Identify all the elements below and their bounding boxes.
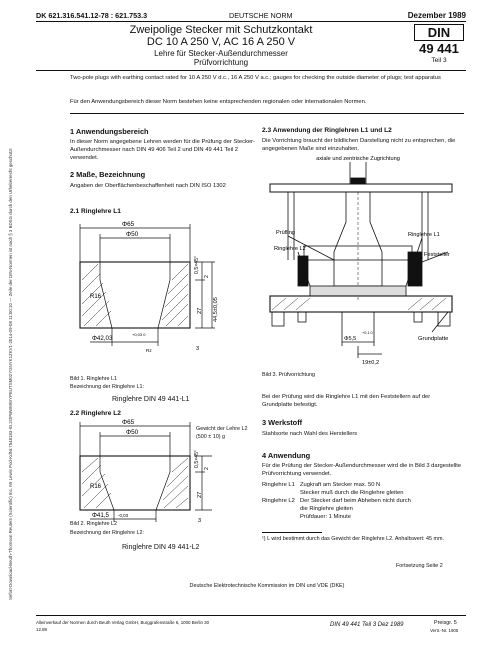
table-row xyxy=(262,497,462,505)
row-value-2: Stecker muß durch die Ringlehre gleiten xyxy=(300,490,404,496)
dim-d41-tol: -0,03 xyxy=(118,513,129,518)
figure-pruefvorrichtung xyxy=(258,156,464,370)
dim-d55: Φ5,5 xyxy=(344,336,357,342)
english-title: Two-pole plugs with earthing contact rated for 10 A 250 V d.c., 16 A 250 V a.c.; gauges for checking the outside diameter of plugs; test apparatus xyxy=(70,75,441,81)
sec4-heading: 4 Anwendung xyxy=(262,451,311,460)
sec2-text: Angaben der Oberflächenbeschaffenheit nach DIN ISO 1302 xyxy=(70,183,226,189)
table-row xyxy=(262,481,462,489)
din-part: Teil 3 xyxy=(431,57,447,64)
continued: Fortsetzung Seite 2 xyxy=(396,563,443,569)
din-logo: DIN xyxy=(414,24,464,41)
dim-d42-tol: +0,03 0 xyxy=(132,332,146,337)
figure-ringlehre-l1 xyxy=(70,218,260,358)
label-axial: axiale und zentrische Zugrichtung xyxy=(316,156,400,162)
footnote: ¹) L wird bestimmt durch das Gewicht der Ringlehre L2. Anhaltswert: 45 mm. xyxy=(262,536,444,542)
dim-a2: 2 xyxy=(204,275,210,278)
title-line-1: Zweipolige Stecker mit Schutzkontakt xyxy=(129,24,313,36)
dim-d65: Φ65 xyxy=(122,221,135,228)
sec21-heading: 2.1 Ringlehre L1 xyxy=(70,208,121,215)
footer-left-1: Alleinverkauf der Normen durch Beuth Verlag GmbH, Burggrafenstraße 6, 1000 Berlin 30 xyxy=(36,620,210,625)
dim-a27: 27 xyxy=(197,307,203,314)
label-grundplatte: Grundplatte xyxy=(418,336,449,342)
row-value: Der Stecker darf beim Abheben nicht durch xyxy=(300,498,411,504)
din-number: 49 441 xyxy=(419,41,459,56)
label-l2: Ringlehre L2 xyxy=(274,246,306,252)
sec23-text2: Bei der Prüfung wird die Ringlehre L1 mit den Feststellern auf der Grundplatte befestigt. xyxy=(262,394,431,408)
weight-label: Gewicht der Lehre L2 xyxy=(196,426,248,432)
dk-number: DK 621.316.541.12-78 : 621.753.3 xyxy=(36,11,148,20)
divider xyxy=(70,113,464,114)
din-block xyxy=(412,24,466,66)
weight-value: (500 ± 10) g xyxy=(196,434,226,440)
sec23-text: Die Vorrichtung braucht der bildlichen Darstellung nicht zu entsprechen, die angegebenen Maße sind einzuhalten. xyxy=(262,138,456,152)
dim-d42: Φ42,03 xyxy=(92,335,113,342)
table-row xyxy=(262,513,462,521)
fig1-caption: Bild 1. Ringlehre L1 xyxy=(70,376,118,382)
dim-d50: Φ50 xyxy=(126,231,139,238)
dim-a2: 2 xyxy=(204,467,210,470)
side-watermark: Sefort-Download-Beuth-Thomson Reuters (Scientific) Inc. Mr Lewis Pod-KdNr.7548183-ID.2OPBWMWYPEUTSM02YGNYK1ZKV1-2014-09-08 11:00:10 — Zeile der DIN-Normen ist nach § 3 BDSG durch den Urheberrecht geschützt xyxy=(8,148,13,600)
footer-price: Preisgr. 5 xyxy=(434,620,457,626)
dim-a3: 3 xyxy=(198,518,202,524)
sec1-heading: 1 Anwendungsbereich xyxy=(70,127,149,136)
row-value: Prüfdauer: 1 Minute xyxy=(300,514,351,520)
sec1-text: In dieser Norm angegebene Lehren werden für die Prüfung der Stecker-Außendurchmesser nach DIN 49 406 Teil 2 und DIN 49 441 Teil 2 verwendet. xyxy=(70,139,255,161)
sec4-table xyxy=(262,481,462,521)
sec2-heading: 2 Maße, Bezeichnung xyxy=(70,170,146,179)
fig1-bez: Bezeichnung der Ringlehre L1: xyxy=(70,384,145,390)
dim-a45: 44,5±0,05 xyxy=(213,297,219,322)
dim-a27: 27 xyxy=(197,491,203,498)
header-row xyxy=(36,11,466,21)
committee: Deutsche Elektrotechnische Kommission im DIN und VDE (DKE) xyxy=(189,583,345,589)
figure-ringlehre-l2 xyxy=(70,418,260,526)
label-l1: Ringlehre L1 xyxy=(408,232,440,238)
fig2-caption: Bild 2. Ringlehre L2 xyxy=(70,521,118,527)
dim-d50: Φ50 xyxy=(126,429,139,436)
label-pruefling: Prüfling xyxy=(276,230,295,236)
sec23-heading: 2.3 Anwendung der Ringlehren L1 und L2 xyxy=(262,127,392,134)
title-line-4: Prüfvorrichtung xyxy=(193,58,249,67)
dim-a19: 19±0,2 xyxy=(362,360,380,366)
dim-a05: 0,5×45° xyxy=(194,449,200,468)
row-key: Ringlehre L2 xyxy=(262,498,295,504)
row-key: Ringlehre L1 xyxy=(262,482,295,488)
fig2-bez: Bezeichnung der Ringlehre L2: xyxy=(70,530,145,536)
table-row xyxy=(262,505,462,513)
title-line-2: DC 10 A 250 V, AC 16 A 250 V xyxy=(146,36,296,48)
dim-a3: 3 xyxy=(196,346,200,352)
sec3-heading: 3 Werkstoff xyxy=(262,418,303,427)
dim-d65: Φ65 xyxy=(122,419,135,426)
dim-a05: 0,5×45° xyxy=(194,255,200,274)
sec4-text: Für die Prüfung der Stecker-Außendurchmesser wird die in Bild 3 dargestellte Prüfvorrichtung verwendet. xyxy=(262,463,462,477)
dim-d41: Φ41,5 xyxy=(92,512,109,519)
dim-d55-tol: +0,1 0 xyxy=(362,331,373,335)
footer-vertr: Vertr.-Nr. 1905 xyxy=(430,628,459,633)
footer-right: DIN 49 441 Teil 3 Dez 1989 xyxy=(330,622,404,628)
dim-r16: R16 xyxy=(90,484,102,490)
fig1-name: Ringlehre DIN 49 441-L1 xyxy=(112,396,190,403)
footer-rule xyxy=(36,615,466,616)
label-feststeller: Feststeller xyxy=(424,252,450,258)
footer-left-2: 12.89 xyxy=(36,627,47,632)
fig3-caption: Bild 3. Prüfvorrichtung xyxy=(262,372,316,378)
row-value: Zugkraft am Stecker max. 50 N xyxy=(300,482,381,488)
table-row xyxy=(262,489,462,497)
dim-rz: Rz xyxy=(146,348,152,353)
scope-note: Für den Anwendungsbereich dieser Norm bestehen keine entsprechenden regionalen oder internationalen Normen. xyxy=(70,99,367,105)
issue-date: Dezember 1989 xyxy=(407,11,466,20)
fig2-name: Ringlehre DIN 49 441-L2 xyxy=(122,544,200,551)
footnote-rule xyxy=(262,532,322,533)
sec3-text: Stahlsorte nach Wahl des Herstellers xyxy=(262,431,358,437)
row-value-2: die Ringlehre gleiten xyxy=(300,506,353,512)
norm-label: DEUTSCHE NORM xyxy=(229,11,293,20)
dim-r16: R16 xyxy=(90,294,102,300)
title-block xyxy=(36,21,466,71)
sec22-heading: 2.2 Ringlehre L2 xyxy=(70,410,121,417)
title-line-3: Lehre für Stecker-Außendurchmesser xyxy=(154,49,288,58)
